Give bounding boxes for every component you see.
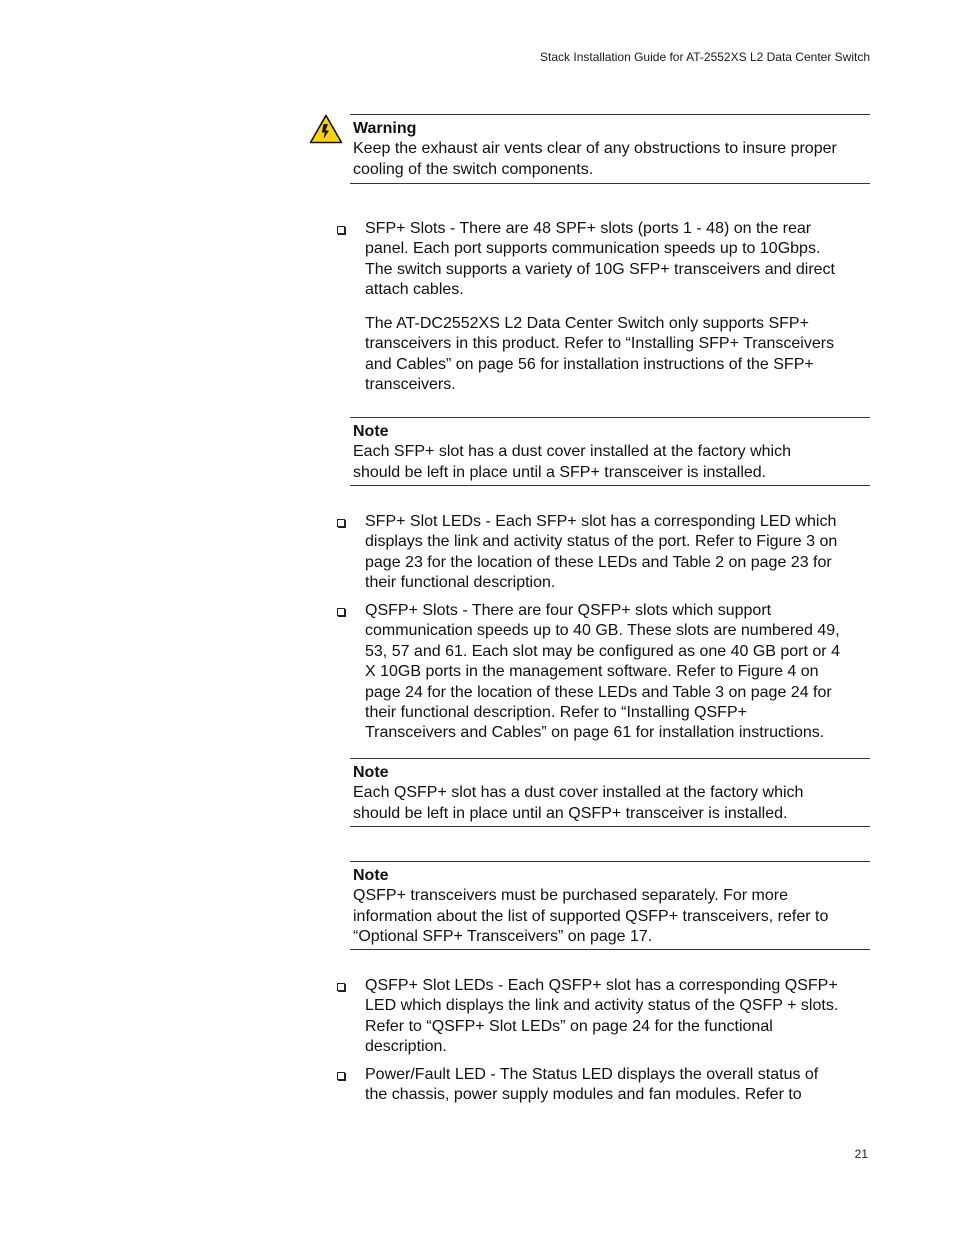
page-number: 21 xyxy=(854,1147,868,1161)
text-line: page 23 for the location of these LEDs and Table 2 on page 23 for xyxy=(365,553,832,571)
list-item-paragraph xyxy=(365,314,870,396)
electrical-hazard-icon xyxy=(309,114,343,144)
text-line: panel. Each port supports communication speeds up to 10Gbps. xyxy=(365,240,821,258)
text-line: QSFP+ Slot LEDs - Each QSFP+ slot has a corresponding QSFP+ xyxy=(365,977,838,994)
note-title: Note xyxy=(353,867,389,884)
warning-box xyxy=(350,114,870,184)
note-box xyxy=(350,861,870,950)
note-box xyxy=(350,758,870,827)
text-line: displays the link and activity status of the port. Refer to Figure 3 on xyxy=(365,533,838,551)
text-line: X 10GB ports in the management software. Refer to Figure 4 on xyxy=(365,663,819,681)
text-line: attach cables. xyxy=(365,281,464,299)
text-line: Refer to “QSFP+ Slot LEDs” on page 24 for the functional xyxy=(365,1017,773,1035)
note-text-line: “Optional SFP+ Transceivers” on page 17. xyxy=(353,928,653,946)
note-title: Note xyxy=(353,764,389,781)
checkbox-bullet-icon xyxy=(337,226,345,234)
note-text-line: Each SFP+ slot has a dust cover installed at the factory which xyxy=(353,443,791,461)
list-item-text xyxy=(365,219,870,301)
list-item-text xyxy=(365,601,870,744)
note-text-line: QSFP+ transceivers must be purchased separately. For more xyxy=(353,887,788,905)
checkbox-bullet-icon xyxy=(337,519,345,527)
text-line: LED which displays the link and activity status of the QSFP + slots. xyxy=(365,997,839,1015)
checkbox-bullet-icon xyxy=(337,983,345,991)
text-line: The switch supports a variety of 10G SFP+ transceivers and direct xyxy=(365,260,835,278)
note-text-line: information about the list of supported QSFP+ transceivers, refer to xyxy=(353,907,829,925)
text-line: their functional description. xyxy=(365,574,556,592)
text-line: and Cables” on page 56 for installation instructions of the SFP+ xyxy=(365,355,814,373)
list-item-text xyxy=(365,512,870,594)
text-line: Power/Fault LED - The Status LED displays the overall status of xyxy=(365,1066,819,1083)
text-line: transceivers in this product. Refer to “Installing SFP+ Transceivers xyxy=(365,335,835,353)
text-line: SFP+ Slot LEDs - Each SFP+ slot has a corresponding LED which xyxy=(365,513,837,530)
text-line: their functional description. Refer to “Installing QSFP+ xyxy=(365,704,747,722)
note-box xyxy=(350,417,870,486)
checkbox-bullet-icon xyxy=(337,608,345,616)
text-line: SFP+ Slots - There are 48 SPF+ slots (ports 1 - 48) on the rear xyxy=(365,220,812,237)
note-text-line: should be left in place until an QSFP+ transceiver is installed. xyxy=(353,804,788,822)
text-line: description. xyxy=(365,1038,447,1056)
checkbox-bullet-icon xyxy=(337,1072,345,1080)
list-item-text xyxy=(365,976,870,1058)
running-header: Stack Installation Guide for AT-2552XS L2 Data Center Switch xyxy=(540,50,870,64)
text-line: QSFP+ Slots - There are four QSFP+ slots which support xyxy=(365,602,772,619)
warning-text-line: cooling of the switch components. xyxy=(353,160,594,178)
text-line: 53, 57 and 61. Each slot may be configured as one 40 GB port or 4 xyxy=(365,642,840,660)
text-line: page 24 for the location of these LEDs and Table 3 on page 24 for xyxy=(365,683,832,701)
text-line: Transceivers and Cables” on page 61 for installation instructions. xyxy=(365,724,825,742)
warning-text-line: Keep the exhaust air vents clear of any obstructions to insure proper xyxy=(353,140,837,158)
list-item-text xyxy=(365,1065,870,1106)
text-line: the chassis, power supply modules and fan modules. Refer to xyxy=(365,1086,802,1104)
note-text-line: should be left in place until a SFP+ transceiver is installed. xyxy=(353,463,767,481)
text-line: communication speeds up to 40 GB. These slots are numbered 49, xyxy=(365,622,840,640)
note-title: Note xyxy=(353,423,389,440)
note-text-line: Each QSFP+ slot has a dust cover installed at the factory which xyxy=(353,784,804,802)
text-line: transceivers. xyxy=(365,376,456,394)
warning-title: Warning xyxy=(353,120,417,137)
text-line: The AT-DC2552XS L2 Data Center Switch only supports SFP+ xyxy=(365,315,809,332)
